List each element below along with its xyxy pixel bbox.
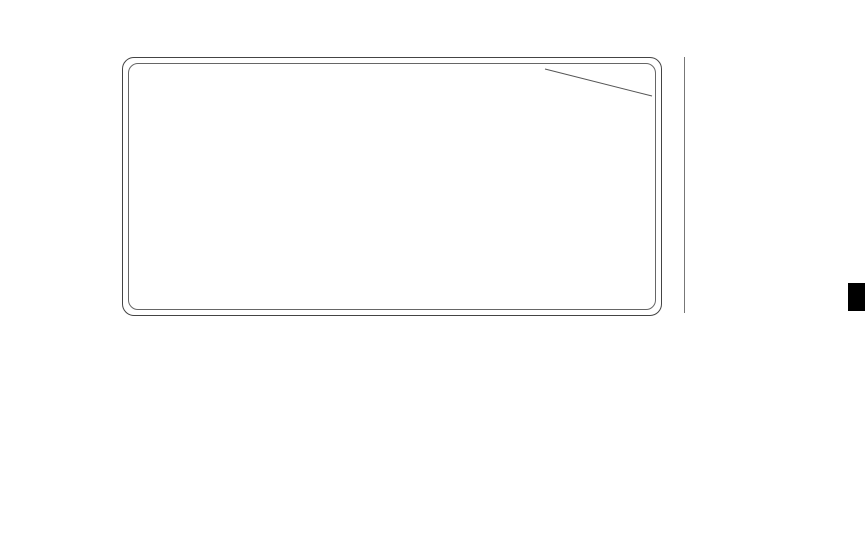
page-edge-tab bbox=[848, 283, 865, 311]
divider-line bbox=[684, 57, 685, 313]
